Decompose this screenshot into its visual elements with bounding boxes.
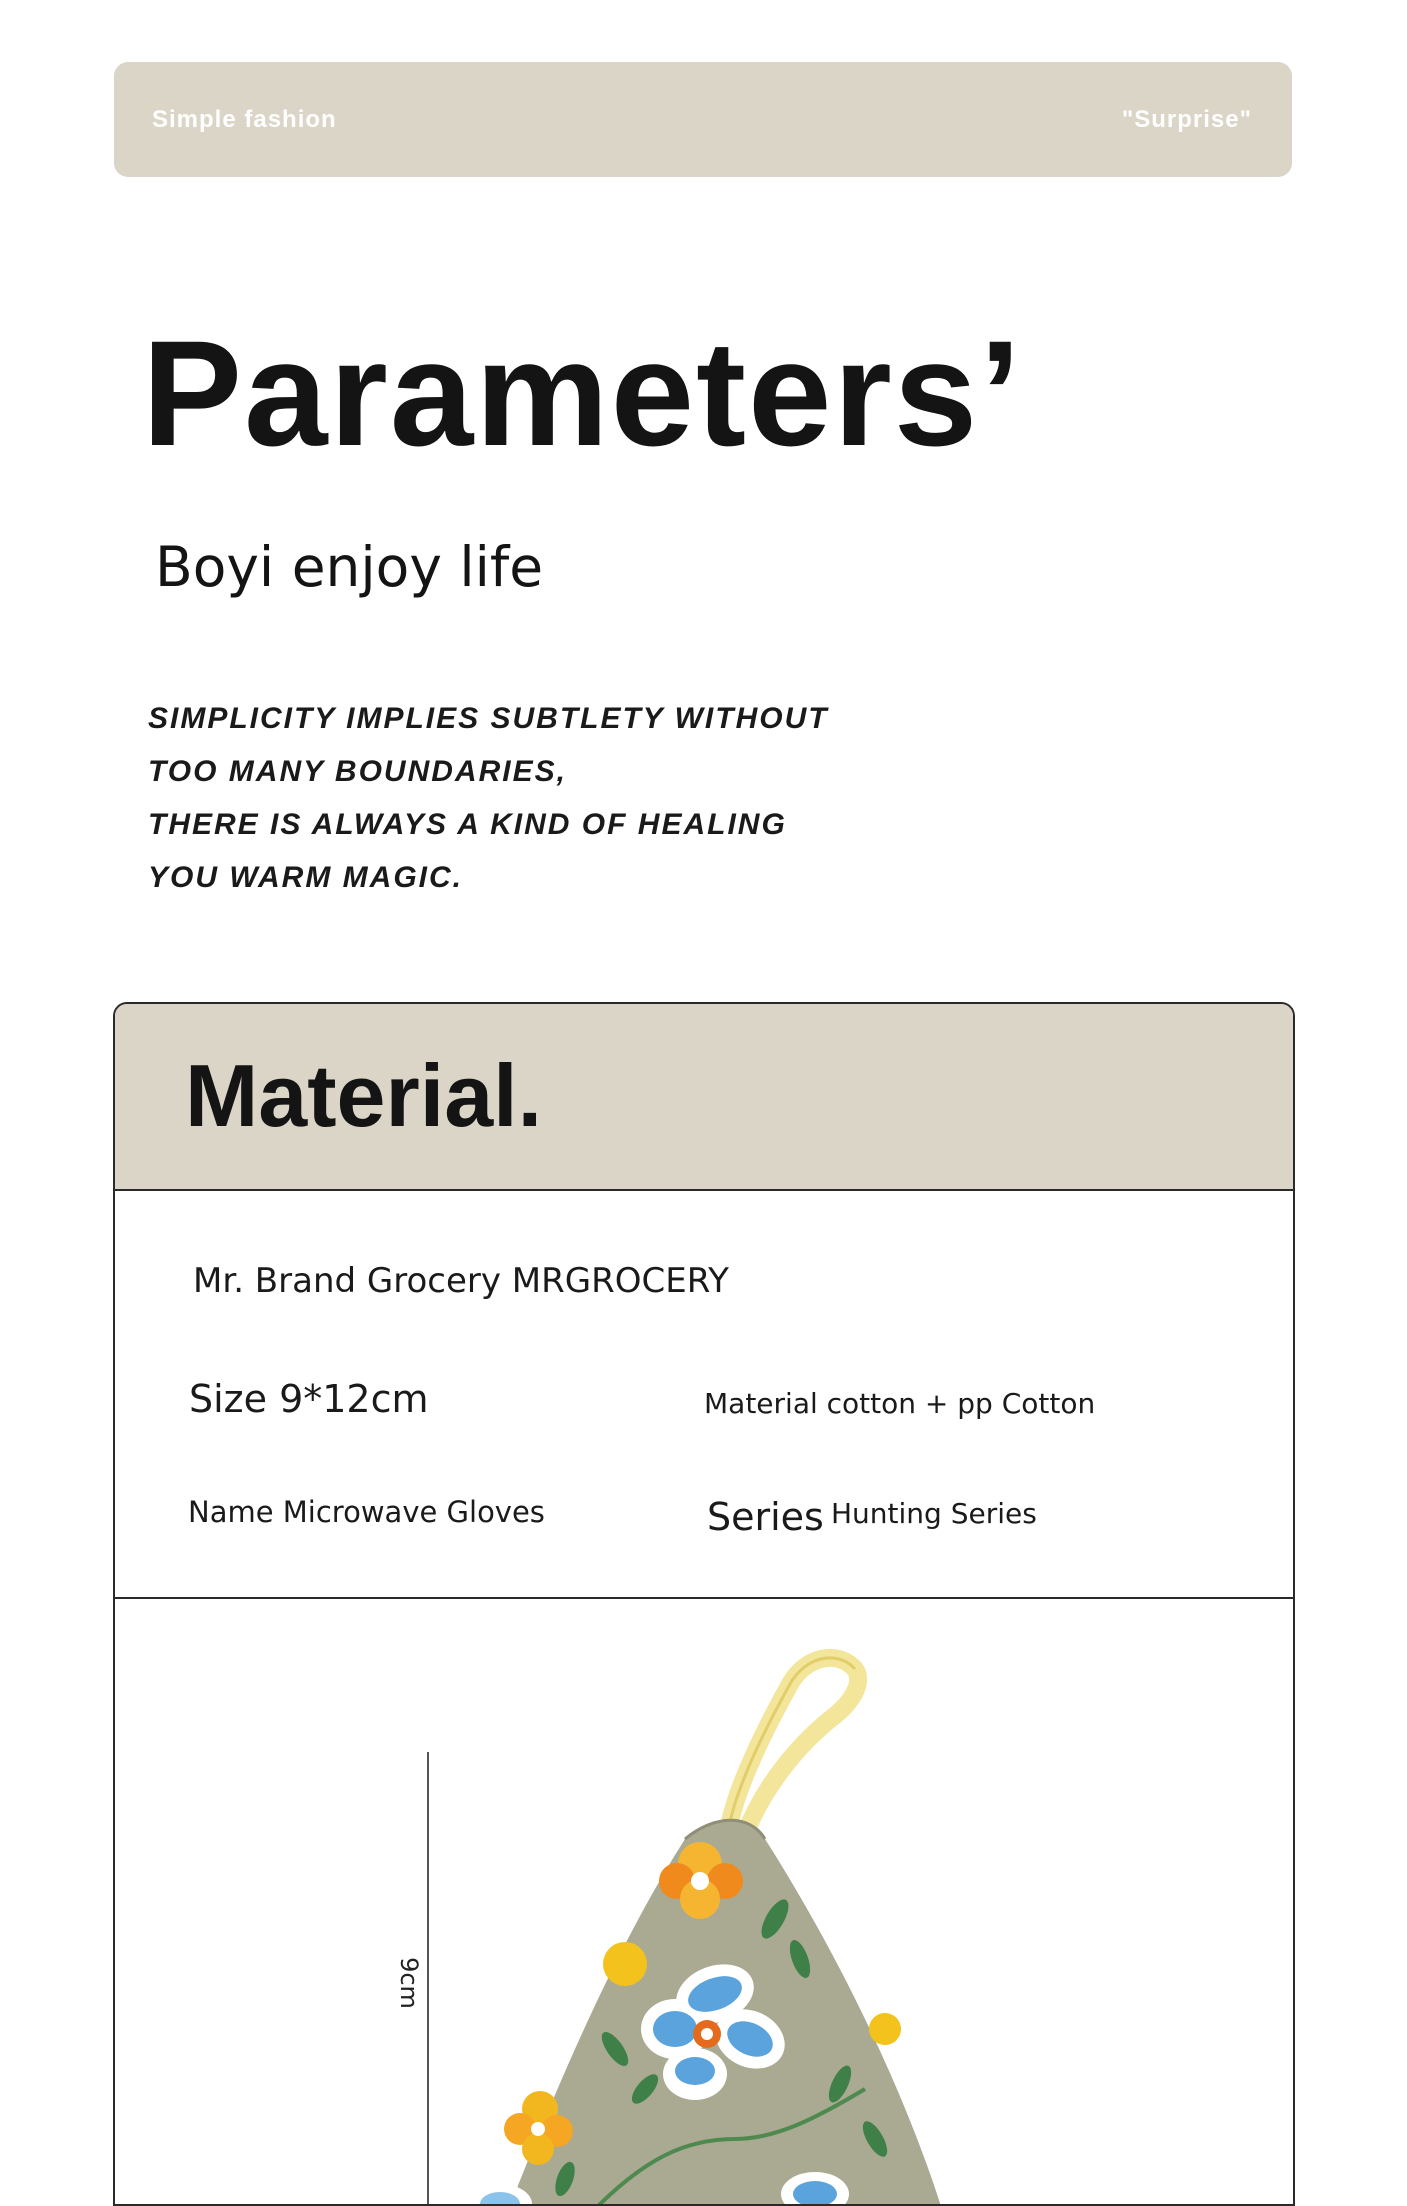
banner-left-text: Simple fashion	[152, 106, 337, 133]
page-subtitle: Boyi enjoy life	[155, 535, 544, 599]
hanging-loop	[728, 1658, 858, 1834]
brand-spec: Mr. Brand Grocery MRGROCERY	[193, 1261, 729, 1301]
height-measure-label: 9cm	[394, 1957, 423, 2009]
series-value: Hunting Series	[831, 1497, 1037, 1530]
size-spec: Size 9*12cm	[189, 1377, 429, 1421]
material-spec: Material cotton + pp Cotton	[704, 1387, 1096, 1420]
slogan-line: THERE IS ALWAYS A KIND OF HEALING	[148, 808, 787, 841]
slogan-line: YOU WARM MAGIC.	[148, 861, 463, 894]
spec-table	[115, 1191, 1293, 1599]
material-title: Material.	[185, 1046, 543, 1145]
product-image-area	[115, 1599, 1293, 2206]
name-spec: Name Microwave Gloves	[188, 1495, 545, 1529]
material-header	[115, 1004, 1293, 1191]
yellow-dot	[869, 2013, 901, 2045]
slogan-line: SIMPLICITY IMPLIES SUBTLETY WITHOUT	[148, 702, 829, 735]
page-title: Parameters’	[142, 309, 1023, 477]
top-banner	[114, 62, 1292, 177]
microwave-glove-illustration	[445, 1619, 1205, 2206]
material-card	[113, 1002, 1295, 2206]
banner-right-text: "Surprise"	[1121, 106, 1252, 133]
height-measure-line	[427, 1752, 429, 2206]
slogan	[148, 692, 829, 904]
yellow-dot	[603, 1942, 647, 1986]
series-label: Series	[707, 1495, 824, 1539]
slogan-line: TOO MANY BOUNDARIES,	[148, 755, 567, 788]
